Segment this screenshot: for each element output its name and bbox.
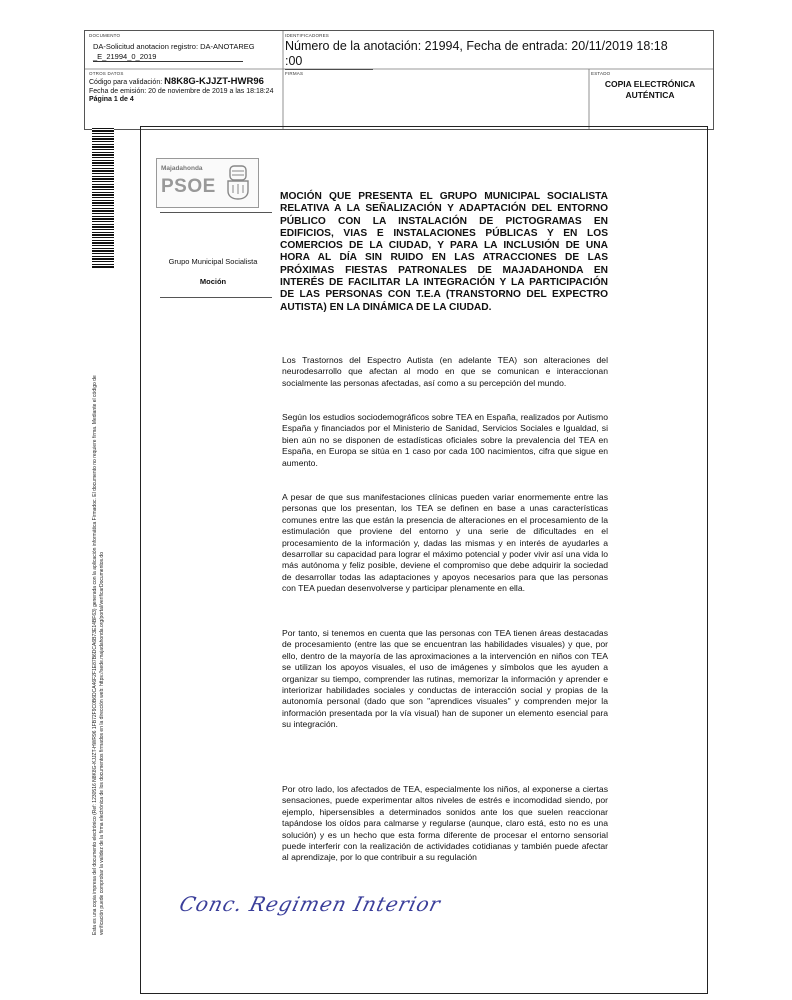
estado-line2: AUTÉNTICA <box>625 90 675 100</box>
firmas-label: FIRMAS <box>285 71 304 76</box>
paragraph-5: Por otro lado, los afectados de TEA, especialmente los niños, al exponerse a ciertas sensaciones, puede experimentar altos niveles de estrés e incomodidad siendo, por ejemplo, hipersensibles a determinados sonidos ante los que suelen reaccionar tapándose los oídos para calmarse y regularse (aunque, claro está, esto no es una solución) y es un hecho que esta forma diferente de procesar el entorno sensorial puede interferir con la realización de actividades cotidianas y también puede afectar al aprendizaje, por lo que contribuir a su regulación <box>282 784 608 863</box>
logo-town: Majadahonda <box>161 165 203 172</box>
motion-title: MOCIÓN QUE PRESENTA EL GRUPO MUNICIPAL SOCIALISTA RELATIVA A LA SEÑALIZACIÓN Y ADAPTACIÓN DEL ENTORNO PÚBLICO CON LA INSTALACIÓN DE PICTOGRAMAS EN EDIFICIOS, VIAS E INSTALACIONES PÚBLICAS Y EN LOS COMERCIOS DE LA CIUDAD, Y PARA LA INCLUSIÓN DE UNA HORA AL DÍA SIN RUIDO EN LAS ATRACCIONES DE LAS PRÓXIMAS FIESTAS PATRONALES DE MAJADAHONDA EN INTERÉS DE FACILITAR LA INTEGRACIÓN Y LA PARTICIPACIÓN DE LAS PERSONAS CON T.E.A (TRANSTORNO DEL EXPECTRO AUTISTA) EN LA DINÁMICA DE LA CIUDAD. <box>280 191 608 313</box>
side-text-line1: Esta es una copia impresa del documento electrónico (Ref: 1230516 N8K8G-KJJZT-HWR96 1FB72F9C0B6DCA46F2F1E87B6DCA6B73E14BF63) generada con la aplicación informática Firmadoc. El documento no requiere firma. Mediante el código de <box>92 375 98 935</box>
barcode <box>92 128 114 268</box>
psoe-logo <box>156 158 268 208</box>
estado-line1: COPIA ELECTRÓNICA <box>604 79 696 89</box>
side-text-line2: verificación puede comprobar la validez de la firma electrónica de los documentos firmados en la dirección web: https://sede.majadahonda.org/portal/verificarDocumentos.do <box>98 552 105 935</box>
identificadores-line2: :00 <box>285 54 373 70</box>
codigo-prefix: Código para validación: <box>89 79 163 86</box>
fecha-emision: Fecha de emisión: 20 de noviembre de 2019 a las 18:18:24 <box>89 87 274 95</box>
paragraph-4: Por tanto, si tenemos en cuenta que las personas con TEA tienen áreas destacadas de procesamiento (entre las que se encuentran las habilidades visuales) y que, por ello, dentro de la mayoría de las aproximaciones a la intervención en niños con TEA se utilizan los apoyos visuales, el uso de imágenes y símbolos que les ayuden a organizar su tiempo, comprender las rutinas, memorizar la información y aprender e interiorizar habilidades sociales y conductas de interacción social y propias de la autonomía personal (dado que son "aprendices visuales" y comprenden mejor la información presentada por la vía visual) han de suponer un elemento esencial para su integración. <box>282 628 608 730</box>
documento-line2: _E_21994_0_2019 <box>93 52 243 63</box>
group-label: Grupo Municipal Socialista <box>168 257 258 266</box>
document-header <box>84 30 714 130</box>
header-grid-lines <box>85 31 713 129</box>
pagina: Página 1 de 4 <box>89 96 134 103</box>
logo-box <box>156 158 220 208</box>
documento-line1: DA-Solicitud anotacion registro: DA-ANOTAREG <box>93 42 255 51</box>
otros-label: OTROS DATOS <box>89 71 124 76</box>
logo-divider <box>160 212 272 213</box>
estado-label: ESTADO <box>591 71 611 76</box>
paragraph-3: A pesar de que sus manifestaciones clínicas pueden variar enormemente entre las personas que los presentan, los TEA se definen en base a unas características comunes entre las que están la presencia de alteraciones en el procesamiento de la estimulación que proviene del entorno y una serie de dificultades en el procesamiento de la información y, dadas las mismas y en interés de ayudarles a desarrollar su capacidad para lograr el máximo potencial y poder vivir así una vida lo más autónoma y feliz posible, deviene el compromiso que debe adquirir la sociedad de desarrollar todas las adaptaciones y apoyos necesarios para que las personas con TEA puedan desenvolverse y participar plenamente en ella. <box>282 492 608 594</box>
rose-fist-icon <box>218 158 259 208</box>
identificadores-line1: Número de la anotación: 21994, Fecha de entrada: 20/11/2019 18:18 <box>285 39 668 53</box>
documento-label: DOCUMENTO <box>89 33 121 38</box>
identificadores-label: IDENTIFICADORES <box>285 33 330 38</box>
codigo-value: N8K8G-KJJZT-HWR96 <box>164 76 264 87</box>
paragraph-2: Según los estudios sociodemográficos sobre TEA en España, realizados por Autismo España y financiados por el Ministerio de Sanidad, Servicios Sociales e Igualdad, si bien aún no se disponen de estadísticas oficiales sobre la prevalencia del TEA en España, en Europa se sitúa en 1 caso por cada 100 nacimientos, cifra que sigue en aumento. <box>282 412 608 468</box>
notes-divider <box>160 297 272 298</box>
paragraph-1: Los Trastornos del Espectro Autista (en adelante TEA) son alteraciones del neurodesarrollo que afectan al modo en que se comunican e interaccionan socialmente las personas afectadas, así como a su percepción del mundo. <box>282 355 608 388</box>
side-certification-text <box>92 295 105 935</box>
handwritten-signature: Conc. Regimen Interior <box>177 892 444 916</box>
logo-party: PSOE <box>161 176 216 197</box>
motion-type-label: Moción <box>199 277 227 286</box>
